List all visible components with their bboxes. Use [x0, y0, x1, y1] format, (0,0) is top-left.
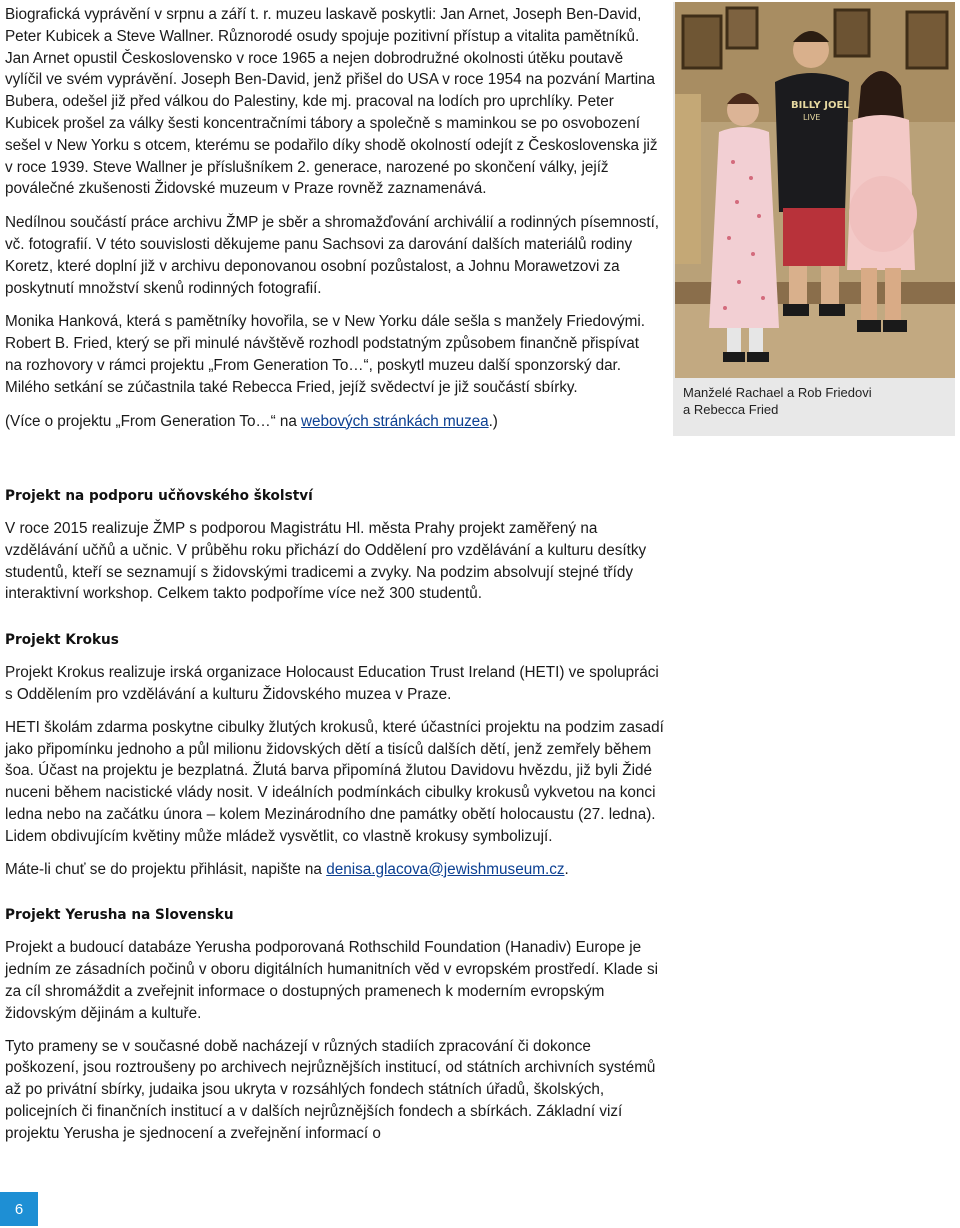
section-paragraph: Projekt Krokus realizuje irská organizace Holocaust Education Trust Ireland (HETI) ve spolupráci s Oddělením pro vzdělávání a kulturu Židovského muzea v Praze. — [5, 664, 659, 703]
family-photo — [675, 2, 955, 378]
section-paragraph: Projekt a budoucí databáze Yerusha podporovaná Rothschild Foundation (Hanadiv) Europe je jedním ze zásadních počinů v oboru digitálních humanitních věd v evropském prostředí. Klade si za cíl shromáždit a zveřejnit informace o dostupných pramenech k moderním evropským židovským dějinám a kultuře. — [5, 939, 659, 1022]
photo-figure — [673, 2, 955, 436]
section-krokus — [5, 632, 955, 880]
contact-paragraph — [5, 859, 665, 881]
shirt-print-sub: LIVE — [803, 113, 821, 122]
photo-caption — [683, 384, 943, 418]
section-title: Projekt Krokus — [5, 632, 119, 649]
contact-pre: Máte-li chuť se do projektu přihlásit, napište na — [5, 860, 327, 878]
contact-email-link[interactable]: denisa.glacova@jewishmuseum.cz — [326, 860, 565, 878]
section-paragraph: V roce 2015 realizuje ŽMP s podporou Magistrátu Hl. města Prahy projekt zaměřený na vzdělávání učňů a učnic. V průběhu roku přichází do Oddělení pro vzdělávání a kulturu desítky studentů, kteří se seznamují s židovskými tradicemi a zvyky. Na podzim absolvují stejné třídy interaktivní workshop. Celkem takto podpoříme více než 300 studentů. — [5, 520, 647, 603]
contact-post: . — [564, 860, 569, 878]
intro-paragraph-4 — [5, 411, 660, 433]
shirt-print: BILLY JOEL — [791, 100, 850, 111]
intro-paragraph-2: Nedílnou součástí práce archivu ŽMP je sběr a shromažďování archiválií a rodinných písemností, vč. fotografií. V této souvislosti děkujeme panu Sachsovi za darování dalších materiálů rodiny Koretz, které doplní již v archivu deponovanou osobní pozůstalost, a Johnu Morawetzovi za poskytnutí množství skenů rodinných fotografií. — [5, 214, 660, 297]
family-photo-illustration — [675, 2, 955, 378]
section-yerusha — [5, 907, 955, 1144]
caption-line-2: a Rebecca Fried — [683, 402, 779, 417]
section-apprentice-education — [5, 488, 955, 605]
intro-text — [5, 4, 660, 444]
intro-p4-pre: (Více o projektu „From Generation To…“ na — [5, 412, 302, 430]
intro-paragraph-3: Monika Hanková, která s pamětníky hovořila, se v New Yorku dále sešla s manžely Friedovými. Robert B. Fried, který se při minulé návštěvě rozhodl podstatným způsobem finančně přispívat na rozhovory v rámci projektu „From Generation To…“, poskytl muzeu další sponzorský dar. Milého setkání se zúčastnila také Rebecca Fried, jejíž svědectví je již součástí sbírky. — [5, 313, 645, 396]
article-body — [5, 488, 955, 1172]
intro-paragraph-1: Biografická vyprávění v srpnu a září t. r. muzeu laskavě poskytli: Jan Arnet, Joseph Ben-David, Peter Kubicek a Steve Wallner. Různorodé osudy spojuje pozitivní přístup a vitalita pamětníků. Jan Arnet opustil Československo v roce 1965 a nejen dobrodružné okolnosti útěku poutavě vylíčil ve svém vyprávění. Joseph Ben-David, jenž přišel do USA v roce 1954 na pozvání Martina Bubera, odešel již před válkou do Palestiny, kde mj. pracoval na lodích pro uprchlíky. Peter Kubicek prošel za války šesti koncentračními tábory a společně s maminkou se po osvobození sešel v New Yorku s otcem, kterému se podařilo díky shodě okolností odejít z Československa již v roce 1939. Steve Wallner je příslušníkem 2. generace, narozené po skončení války, jejíž poválečné zkušenosti Židovské muzeum v Praze rovněž zaznamenává. — [5, 6, 658, 198]
section-paragraph: Tyto prameny se v současné době nacházejí v různých stadiích zpracování či dokonce poškození, jsou roztroušeny po archivech nejrůznějších institucí, od státních archivních systémů až po privátní sbírky, judaika jsou ukryta v rozsáhlých fondech státních úřadů, školských, policejních či finančních institucí a v dalších nejrůznějších fondech a sbírkách. Základní vizí projektu Yerusha je sjednocení a zveřejnění informací o — [5, 1037, 656, 1142]
museum-website-link[interactable]: webových stránkách muzea — [301, 412, 489, 430]
section-title: Projekt na podporu učňovského školství — [5, 488, 313, 504]
section-title: Projekt Yerusha na Slovensku — [5, 907, 234, 924]
page-number: 6 — [0, 1192, 38, 1226]
caption-line-1: Manželé Rachael a Rob Friedovi — [683, 385, 872, 400]
intro-p4-post: .) — [488, 412, 498, 430]
section-paragraph: HETI školám zdarma poskytne cibulky žlutých krokusů, které účastníci projektu na podzim zasadí jako připomínku jednoho a půl milionu židovských dětí a tisíců dalších dětí, jenž zemřely během šoa. Účast na projektu je bezplatná. Žlutá barva připomíná žlutou Davidovu hvězdu, již byli Židé nuceni během nacistické vlády nosit. V ideálních podmínkách cibulky krokusů vykvetou na konci ledna nebo na začátku února – kolem Mezinárodního dne památky obětí holocaustu (27. ledna). Lidem obdivujícím květiny může mládež vysvětlit, co vlastně krokusy symbolizují. — [5, 718, 664, 845]
